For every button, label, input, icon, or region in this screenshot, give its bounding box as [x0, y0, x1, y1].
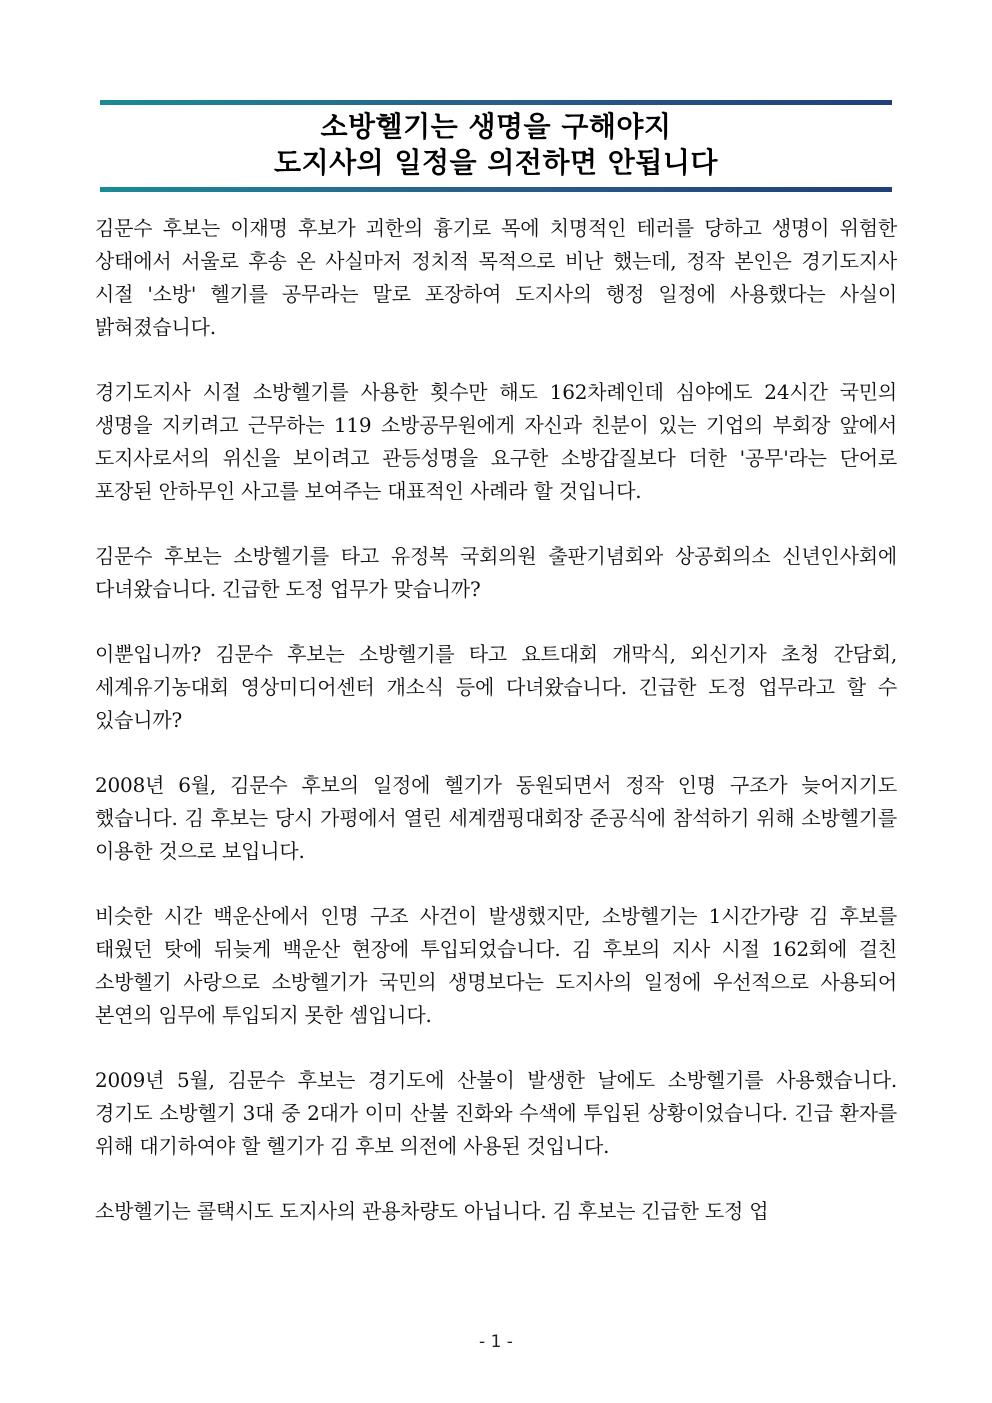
paragraph-4: 이뿐입니까? 김문수 후보는 소방헬기를 타고 요트대회 개막식, 외신기자 초청 간담회, 세계유기농대회 영상미디어센터 개소식 등에 다녀왔습니다. 긴급한 도정 업무라고 할 수 있습니까?: [95, 642, 897, 732]
title-block: [100, 100, 892, 192]
title-top-rule: [100, 100, 892, 105]
title-bottom-rule: [100, 187, 892, 192]
paragraph-3: 김문수 후보는 소방헬기를 타고 유정복 국회의원 출판기념회와 상공회의소 신년인사회에 다녀왔습니다. 긴급한 도정 업무가 맞습니까?: [95, 544, 897, 601]
title-line-2: 도지사의 일정을 의전하면 안됩니다: [274, 146, 718, 179]
paragraph-8: 소방헬기는 콜택시도 도지사의 관용차량도 아닙니다. 김 후보는 긴급한 도정 업: [95, 1199, 769, 1223]
paragraph-6: 비슷한 시간 백운산에서 인명 구조 사건이 발생했지만, 소방헬기는 1시간가량 김 후보를 태웠던 탓에 뒤늦게 백운산 현장에 투입되었습니다. 김 후보의 지사 시절 162회에 걸친 소방헬기 사랑으로 소방헬기가 국민의 생명보다는 도지사의 일정에 우선적으로 사용되어 본연의 임무에 투입되지 못한 셈입니다.: [95, 904, 897, 1027]
paragraph-2: 경기도지사 시절 소방헬기를 사용한 횟수만 해도 162차례인데 심야에도 24시간 국민의 생명을 지키려고 근무하는 119 소방공무원에게 자신과 친분이 있는 기업의 부회장 앞에서 도지사로서의 위신을 보이려고 관등성명을 요구한 소방갑질보다 더한 '공무'라는 단어로 포장된 안하무인 사고를 보여주는 대표적인 사례라 할 것입니다.: [95, 380, 897, 503]
paragraph-1: 김문수 후보는 이재명 후보가 괴한의 흉기로 목에 치명적인 테러를 당하고 생명이 위험한 상태에서 서울로 후송 온 사실마저 정치적 목적으로 비난 했는데, 정작 본인은 경기도지사 시절 '소방' 헬기를 공무라는 말로 포장하여 도지사의 행정 일정에 사용했다는 사실이 밝혀졌습니다.: [95, 216, 897, 339]
paragraph-7: 2009년 5월, 김문수 후보는 경기도에 산불이 발생한 날에도 소방헬기를 사용했습니다. 경기도 소방헬기 3대 중 2대가 이미 산불 진화와 수색에 투입된 상황이었습니다. 긴급 환자를 위해 대기하여야 할 헬기가 김 후보 의전에 사용된 것입니다.: [95, 1068, 897, 1158]
body-text: [95, 212, 897, 1260]
title-line-1: 소방헬기는 생명을 구해야지: [320, 110, 672, 143]
paragraph-5: 2008년 6월, 김문수 후보의 일정에 헬기가 동원되면서 정작 인명 구조가 늦어지기도 했습니다. 김 후보는 당시 가평에서 열린 세계캠핑대회장 준공식에 참석하기 위해 소방헬기를 이용한 것으로 보입니다.: [95, 773, 897, 863]
page-number: - 1 -: [479, 1332, 513, 1352]
